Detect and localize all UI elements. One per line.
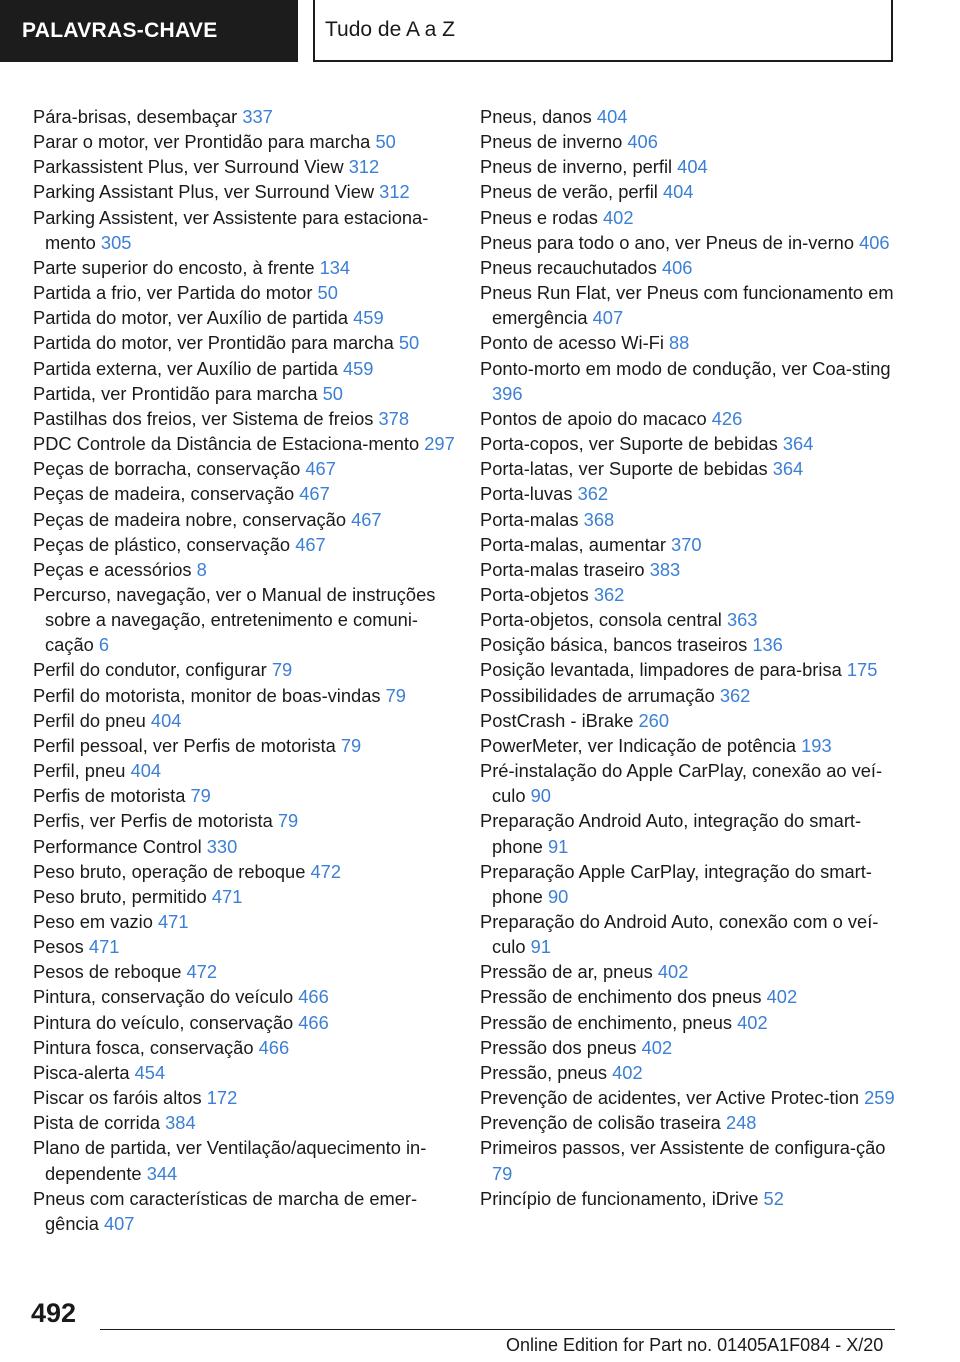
index-entry — [33, 1110, 463, 1135]
index-page-link[interactable]: 454 — [134, 1061, 166, 1083]
index-entry — [480, 129, 900, 154]
index-page-link[interactable]: 466 — [298, 1011, 329, 1033]
index-page-link[interactable]: 50 — [322, 382, 343, 404]
index-page-link[interactable]: 172 — [206, 1087, 238, 1109]
index-entry — [33, 557, 463, 582]
index-entry-text: Peso bruto, permitido — [33, 885, 207, 907]
index-page-link[interactable]: 193 — [801, 734, 832, 756]
index-entry — [480, 657, 900, 682]
index-entry — [33, 255, 463, 280]
index-entry — [480, 456, 900, 481]
index-entry-text: Perfil do pneu — [33, 709, 146, 731]
index-entry-text: Pontos de apoio do macaco — [480, 407, 707, 429]
index-page-link[interactable]: 305 — [100, 231, 132, 253]
index-entry-text: Pneus recauchutados — [480, 256, 657, 278]
index-entry-text: Parking Assistant Plus, ver Surround View — [33, 181, 375, 203]
index-entry — [480, 356, 900, 406]
index-page-link[interactable]: 459 — [353, 307, 384, 329]
index-page-link[interactable]: 79 — [271, 659, 293, 681]
index-page-link[interactable]: 362 — [577, 483, 609, 505]
index-entry — [480, 205, 900, 230]
index-entry — [33, 808, 463, 833]
index-entry — [480, 808, 900, 858]
index-entry — [480, 1010, 900, 1035]
index-entry — [480, 632, 900, 657]
index-page-link[interactable]: 79 — [190, 785, 211, 807]
index-entry-text: Piscar os faróis altos — [33, 1087, 202, 1109]
index-entry — [33, 909, 463, 934]
index-page-link[interactable]: 50 — [317, 282, 338, 304]
index-page-link[interactable]: 79 — [385, 684, 406, 706]
index-entry — [480, 154, 900, 179]
index-page-link[interactable]: 362 — [593, 583, 625, 605]
index-entry-text: Peso em vazio — [33, 911, 153, 932]
index-entry — [33, 456, 463, 481]
index-page-link[interactable]: 79 — [340, 734, 362, 756]
index-page-link[interactable]: 378 — [378, 407, 409, 429]
index-page-link[interactable]: 472 — [310, 860, 341, 882]
index-page-link[interactable]: 459 — [342, 357, 374, 379]
index-page-link[interactable]: 467 — [351, 508, 382, 530]
index-entry — [480, 582, 900, 607]
index-entry-text: Percurso, navegação, ver o Manual de instruções sobre a navegação, entretenimento e comuni-cação — [33, 583, 436, 656]
index-entry-text: Porta-malas — [480, 508, 579, 530]
index-page-link[interactable]: 91 — [547, 835, 569, 857]
index-entry-text: Pista de corrida — [33, 1112, 161, 1134]
index-page-link[interactable]: 407 — [103, 1212, 135, 1234]
index-entry-text: Prevenção de acidentes, ver Active Protec-tion — [480, 1087, 860, 1109]
edition-note: Online Edition for Part no. 01405A1F084 - X/20 — [506, 1335, 884, 1355]
index-entry-text: Perfis de motorista — [33, 785, 186, 807]
index-entry-text: Preparação Apple CarPlay, integração do smart-phone — [480, 860, 872, 907]
index-page-link[interactable]: 404 — [677, 156, 708, 178]
index-entry-text: Ponto de acesso Wi-Fi — [480, 332, 664, 354]
index-column-left — [33, 104, 463, 1236]
index-page-link[interactable]: 91 — [530, 936, 551, 958]
index-entry — [33, 381, 463, 406]
index-entry-text: Parar o motor, ver Prontidão para marcha — [33, 131, 371, 153]
index-entry-text: Possibilidades de arrumação — [480, 684, 715, 706]
index-page-link[interactable]: 337 — [242, 106, 273, 127]
index-entry — [33, 1135, 463, 1185]
index-entry-text: Pneus com características de marcha de emer-gência — [33, 1187, 418, 1234]
index-entry — [480, 481, 900, 506]
index-entry-text: PDC Controle da Distância de Estaciona-mento — [33, 433, 420, 455]
index-entry-text: Peças de plástico, conservação — [33, 533, 291, 555]
index-entry-text: Pesos — [33, 936, 84, 958]
index-entry — [480, 984, 900, 1009]
index-entry — [480, 683, 900, 708]
index-entry-text: Peso bruto, operação de reboque — [33, 860, 306, 882]
index-entry-text: Porta-malas, aumentar — [480, 533, 666, 555]
index-entry — [480, 1035, 900, 1060]
index-entry — [480, 330, 900, 355]
index-page-link[interactable]: 406 — [661, 256, 693, 278]
index-entry — [480, 104, 900, 129]
index-page-link[interactable]: 50 — [398, 332, 420, 354]
index-entry-text: Porta-copos, ver Suporte de bebidas — [480, 433, 778, 455]
index-page-link[interactable]: 426 — [711, 407, 743, 429]
index-column-right — [480, 104, 900, 1211]
index-entry-text: Perfil do condutor, configurar — [33, 659, 267, 681]
index-entry-text: Ponto-morto em modo de condução, ver Coa-sting — [480, 357, 891, 379]
index-page-link[interactable]: 362 — [719, 684, 751, 706]
index-entry — [33, 1035, 463, 1060]
index-entry — [480, 557, 900, 582]
index-entry-text: Preparação do Android Auto, conexão com o veí-culo — [480, 911, 879, 958]
index-entry-text: Pisca-alerta — [33, 1061, 130, 1083]
index-entry-text: Peças de madeira nobre, conservação — [33, 508, 346, 530]
index-entry — [480, 431, 900, 456]
index-page-link[interactable]: 383 — [649, 558, 681, 580]
index-entry-text: Pré-instalação do Apple CarPlay, conexão ao veí-culo — [480, 760, 883, 807]
index-entry — [33, 431, 463, 456]
section-tab — [0, 0, 298, 62]
index-entry — [480, 507, 900, 532]
index-entry — [33, 934, 463, 959]
index-entry — [33, 406, 463, 431]
index-entry — [33, 582, 463, 657]
index-entry — [33, 758, 463, 783]
index-entry — [33, 783, 463, 808]
index-entry-text: Partida do motor, ver Prontidão para marcha — [33, 332, 394, 354]
index-entry-text: Perfis, ver Perfis de motorista — [33, 810, 273, 832]
index-entry — [480, 179, 900, 204]
index-page-link[interactable]: 402 — [737, 1011, 768, 1033]
index-page-link[interactable]: 384 — [165, 1112, 196, 1134]
index-entry — [480, 733, 900, 758]
index-entry — [33, 959, 463, 984]
index-entry — [480, 406, 900, 431]
index-entry-text: Partida do motor, ver Auxílio de partida — [33, 307, 349, 329]
index-page-link[interactable]: 406 — [859, 231, 890, 253]
index-entry-text: Pressão de ar, pneus — [480, 961, 653, 983]
index-entry — [33, 733, 463, 758]
index-entry — [33, 984, 463, 1009]
index-page-link[interactable]: 259 — [864, 1087, 895, 1109]
index-entry-text: Peças e acessórios — [33, 558, 192, 580]
index-page-link[interactable]: 406 — [627, 131, 658, 153]
index-entry — [480, 909, 900, 959]
index-entry-text: PowerMeter, ver Indicação de potência — [480, 734, 797, 756]
index-entry-text: Pressão de enchimento, pneus — [480, 1011, 733, 1033]
index-page-link[interactable]: 312 — [348, 156, 380, 178]
index-page-link[interactable]: 402 — [641, 1036, 673, 1058]
index-page-link[interactable]: 404 — [150, 709, 182, 731]
index-entry-text: Pneus de inverno, perfil — [480, 156, 673, 178]
index-entry — [33, 507, 463, 532]
index-entry — [480, 859, 900, 909]
index-entry-text: Partida a frio, ver Partida do motor — [33, 282, 313, 304]
index-entry — [33, 356, 463, 381]
index-page-link[interactable]: 8 — [196, 558, 207, 580]
index-entry — [33, 532, 463, 557]
index-entry-text: Porta-objetos, consola central — [480, 609, 722, 631]
index-entry — [33, 1060, 463, 1085]
index-entry — [33, 859, 463, 884]
index-page-link[interactable]: 6 — [98, 634, 110, 656]
index-page-link[interactable]: 79 — [277, 810, 299, 832]
page-number: 492 — [31, 1298, 77, 1328]
index-entry-text: Pneus Run Flat, ver Pneus com funcionamento em emergência — [480, 282, 894, 329]
index-page-link[interactable]: 466 — [298, 986, 329, 1008]
index-page-link[interactable]: 471 — [88, 936, 120, 958]
index-entry-text: Perfil, pneu — [33, 760, 126, 782]
index-page-link[interactable]: 52 — [763, 1187, 784, 1209]
index-entry — [33, 1010, 463, 1035]
index-entry-text: Porta-malas traseiro — [480, 558, 645, 580]
index-entry — [480, 1085, 900, 1110]
index-page-link[interactable]: 312 — [379, 181, 410, 203]
index-entry — [33, 884, 463, 909]
index-entry-text: Perfil do motorista, monitor de boas-vindas — [33, 684, 381, 706]
index-page-link[interactable]: 402 — [612, 1061, 643, 1083]
index-page-link[interactable]: 471 — [211, 885, 243, 907]
index-entry-text: Partida, ver Prontidão para marcha — [33, 382, 318, 404]
index-entry-text: Pesos de reboque — [33, 961, 182, 983]
index-entry-text: Parte superior do encosto, à frente — [33, 256, 315, 278]
index-entry — [33, 104, 463, 129]
footer-divider — [100, 1329, 895, 1330]
index-page-link[interactable]: 79 — [492, 1162, 513, 1184]
index-entry-text: Preparação Android Auto, integração do smart-phone — [480, 810, 862, 857]
index-entry-text: Pressão, pneus — [480, 1061, 608, 1083]
index-page-link[interactable]: 472 — [186, 961, 218, 983]
index-page-link[interactable]: 467 — [305, 458, 336, 480]
index-entry-text: Pressão dos pneus — [480, 1036, 637, 1058]
index-page-link[interactable]: 330 — [206, 835, 238, 857]
index-page-link[interactable]: 404 — [596, 106, 628, 127]
index-page-link[interactable]: 402 — [603, 206, 634, 228]
index-entry — [33, 179, 463, 204]
index-entry-text: Pneus para todo o ano, ver Pneus de in-verno — [480, 231, 854, 253]
index-page-link[interactable]: 90 — [530, 785, 551, 807]
index-page-link[interactable]: 471 — [158, 911, 189, 932]
index-page-link[interactable]: 368 — [583, 508, 615, 530]
index-page-link[interactable]: 344 — [146, 1162, 178, 1184]
index-page-link[interactable]: 396 — [492, 382, 523, 404]
index-entry — [480, 255, 900, 280]
index-entry — [480, 230, 900, 255]
index-page-link[interactable]: 467 — [295, 533, 326, 555]
index-entry-text: Pastilhas dos freios, ver Sistema de freios — [33, 407, 374, 429]
index-entry — [33, 834, 463, 859]
index-entry — [33, 708, 463, 733]
index-entry — [33, 205, 463, 255]
index-entry-text: Pneus de verão, perfil — [480, 181, 658, 203]
index-entry-text: Perfil pessoal, ver Perfis de motorista — [33, 734, 336, 756]
section-tab-label: PALAVRAS-CHAVE — [22, 19, 218, 42]
index-entry — [480, 708, 900, 733]
index-entry-text: Pára-brisas, desembaçar — [33, 106, 238, 127]
index-page-link[interactable]: 407 — [592, 307, 624, 329]
index-entry-text: PostCrash - iBrake — [480, 709, 634, 731]
index-page-link[interactable]: 370 — [671, 533, 702, 555]
index-entry-text: Pressão de enchimento dos pneus — [480, 986, 762, 1008]
index-entry — [33, 657, 463, 682]
index-entry-text: Posição básica, bancos traseiros — [480, 634, 748, 656]
index-page-link[interactable]: 134 — [319, 256, 351, 278]
index-entry-text: Parkassistent Plus, ver Surround View — [33, 156, 344, 178]
index-entry — [33, 481, 463, 506]
index-entry — [33, 1085, 463, 1110]
index-page-link[interactable]: 402 — [657, 961, 689, 983]
index-entry — [480, 758, 900, 808]
index-page-link[interactable]: 136 — [752, 634, 783, 656]
index-entry-text: Partida externa, ver Auxílio de partida — [33, 357, 338, 379]
index-entry — [480, 280, 900, 330]
index-entry-text: Peças de borracha, conservação — [33, 458, 301, 480]
index-page-link[interactable]: 88 — [669, 332, 690, 354]
index-entry-text: Peças de madeira, conservação — [33, 483, 295, 505]
index-entry-text: Pneus e rodas — [480, 206, 598, 228]
index-entry — [480, 1186, 900, 1211]
index-entry-text: Pneus, danos — [480, 106, 592, 127]
index-entry — [33, 330, 463, 355]
index-page-link[interactable]: 404 — [130, 760, 162, 782]
index-entry-text: Pneus de inverno — [480, 131, 623, 153]
index-entry-text: Prevenção de colisão traseira — [480, 1112, 721, 1134]
index-entry-text: Plano de partida, ver Ventilação/aquecimento in-dependente — [33, 1137, 427, 1184]
index-page-link[interactable]: 90 — [547, 885, 569, 907]
index-entry-text: Pintura do veículo, conservação — [33, 1011, 294, 1033]
index-entry-text: Porta-luvas — [480, 483, 573, 505]
index-entry — [33, 305, 463, 330]
page-header — [313, 0, 893, 62]
index-entry — [33, 129, 463, 154]
page-title: Tudo de A a Z — [325, 18, 455, 41]
index-entry — [33, 154, 463, 179]
index-entry-text: Pintura fosca, conservação — [33, 1036, 254, 1058]
index-entry — [480, 959, 900, 984]
index-entry — [33, 280, 463, 305]
index-page-link[interactable]: 467 — [299, 483, 330, 505]
index-page-link[interactable]: 363 — [726, 609, 758, 631]
index-entry-text: Porta-latas, ver Suporte de bebidas — [480, 458, 768, 480]
index-page-link[interactable]: 248 — [725, 1112, 757, 1134]
index-entry — [480, 532, 900, 557]
index-page-link[interactable]: 404 — [662, 181, 694, 203]
index-entry — [480, 1110, 900, 1135]
index-entry-text: Parking Assistent, ver Assistente para estaciona-mento — [33, 206, 429, 253]
index-entry-text: Performance Control — [33, 835, 202, 857]
index-entry — [480, 1060, 900, 1085]
index-entry-text: Princípio de funcionamento, iDrive — [480, 1187, 759, 1209]
index-entry — [33, 1186, 463, 1236]
index-entry — [480, 1135, 900, 1185]
index-page-link[interactable]: 260 — [638, 709, 670, 731]
index-page-link[interactable]: 364 — [772, 458, 804, 480]
index-page-link[interactable]: 50 — [375, 131, 396, 153]
index-page-link[interactable]: 175 — [846, 659, 878, 681]
index-entry-text: Pintura, conservação do veículo — [33, 986, 294, 1008]
index-entry-text: Porta-objetos — [480, 583, 589, 605]
index-entry — [33, 683, 463, 708]
index-page-link[interactable]: 466 — [258, 1036, 290, 1058]
index-entry-text: Posição levantada, limpadores de para-brisa — [480, 659, 842, 681]
index-entry-text: Primeiros passos, ver Assistente de configura-ção — [480, 1137, 886, 1159]
index-page-link[interactable]: 402 — [766, 986, 798, 1008]
index-page-link[interactable]: 297 — [424, 433, 455, 455]
index-page-link[interactable]: 364 — [782, 433, 814, 455]
index-entry — [480, 607, 900, 632]
